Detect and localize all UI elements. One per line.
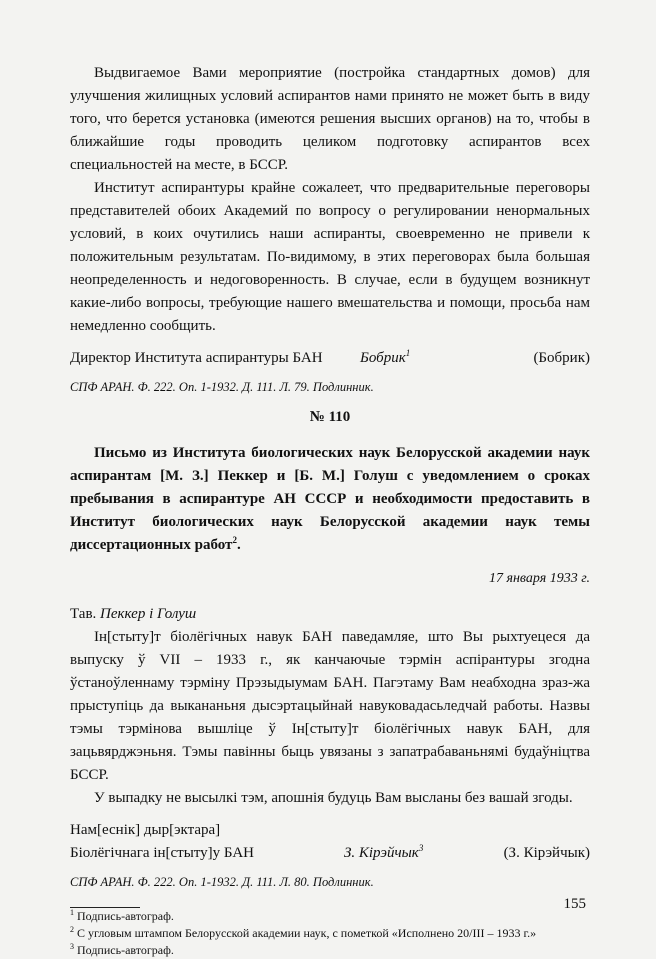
doc1-archive-reference: СПФ АРАН. Ф. 222. Оп. 1-1932. Д. 111. Л. 79. Подлинник.	[70, 380, 374, 394]
signature-name-printed: (З. Кірэйчык)	[503, 845, 590, 861]
document-number: № 110	[309, 409, 351, 425]
doc1-paragraph-1: Выдвигаемое Вами мероприятие (постройка стандартных домов) для улучшения жилищных условий аспирантов нами принято не может быть в виду того, что берется установка (имеются решения высших органов) на то, чтобы в ближайшие годы проводить целиком подготовку аспирантов всех специальностей на месте, в БССР.	[70, 65, 590, 173]
document-title: Письмо из Института биологических наук Белорусской академии наук аспирантам [М. З.] Пеккер и [Б. М.] Голуш с уведомлением о сроках пребывания в аспирантуре АН СССР и необходимости предоставить в Институт биологических наук Белорусской академии наук темы диссертационных работ$^2$.	[70, 445, 590, 553]
doc1-paragraph-2: Институт аспирантуры крайне сожалеет, что предварительные переговоры представителей обоих Академий по вопросу о регулировании ненормальных условий, в коих очутились наши аспиранты, своевременно не привели к положительным результатам. По-видимому, в этих переговорах была большая неопределенность и недоговоренность. В случае, если в будущем возникнут какие-либо вопросы, требующие нашего вмешательства и помощи, просьба нам немедленно сообщить.	[70, 180, 590, 334]
footnote-3	[70, 942, 590, 959]
doc1-signature	[70, 347, 590, 370]
footnote-mark: 3	[418, 843, 424, 853]
page-number: 155	[563, 896, 586, 912]
signature-name	[332, 842, 504, 865]
signature-role: Директор Института аспирантуры БАН	[70, 350, 323, 366]
footnote-1	[70, 908, 590, 925]
addressee	[70, 603, 590, 626]
doc2-paragraph-2: У выпадку не высылкі тэм, апошнія будуць Вам высланы без вашай згоды.	[94, 790, 573, 806]
signature-name	[350, 347, 533, 370]
footnote-mark: 1	[405, 348, 411, 358]
signature-name-text: Бобрик	[360, 350, 406, 366]
addressee-prefix: Тав.	[70, 606, 97, 622]
footnote-2	[70, 925, 590, 942]
document-title-text: Письмо из Института биологических наук Белорусской академии наук аспирантам [М. З.] Пеккер и [Б. М.] Голуш с уведомлением о сроках пребывания в аспирантуре АН СССР и необходимости предоставить в Институт биологических наук Белорусской академии наук темы диссертационных работ	[70, 445, 590, 553]
signature-name-printed: (Бобрик)	[533, 350, 590, 366]
footnote-text: Подпись-автограф.	[77, 909, 174, 923]
footnote-mark: 3	[70, 942, 74, 951]
doc2-signature	[70, 819, 590, 865]
footnote-text: С угловым штампом Белорусской академии наук, с пометкой «Исполнено 20/III – 1933 г.»	[77, 926, 537, 940]
doc2-paragraph-1: Ін[стыту]т біолёгічных навук БАН паведамляе, што Вы рыхтуецеся да выпуску ў VII – 1933 г., як канчаючые тэрмін аспірантуры згодна ўстаноўленнаму тэрміну Прэзыдыумам БАН. Пагэтаму Вам неабходна зраз-жа прыступіць да выкананьня дысэртацыйнай навуковадасьледчай работы. Назвы тэмы тэрмінова вышліце ў Ін[стыту]т біолёгічных навук БАН, для зацьвярджэньня. Тэмы павінны быць увязаны з запатрабаваньнямі будаўніцтва БССР.	[70, 629, 590, 783]
signature-line-1: Нам[еснік] дыр[эктара]	[70, 822, 221, 838]
doc2-archive-reference: СПФ АРАН. Ф. 222. Оп. 1-1932. Д. 111. Л. 80. Подлинник.	[70, 875, 374, 889]
addressee-names: Пеккер і Голуш	[100, 606, 197, 622]
signature-line-2	[70, 842, 590, 865]
footnote-mark: 1	[70, 908, 74, 917]
document-date: 17 января 1933 г.	[488, 571, 590, 586]
footnote-mark: 2	[232, 535, 237, 545]
footnote-text: Подпись-автограф.	[77, 943, 174, 957]
footnote-mark: 2	[70, 925, 74, 934]
signature-role: Біолёгічнага ін[стыту]у БАН	[70, 845, 254, 861]
signature-name-text: З. Кірэйчык	[344, 845, 419, 861]
